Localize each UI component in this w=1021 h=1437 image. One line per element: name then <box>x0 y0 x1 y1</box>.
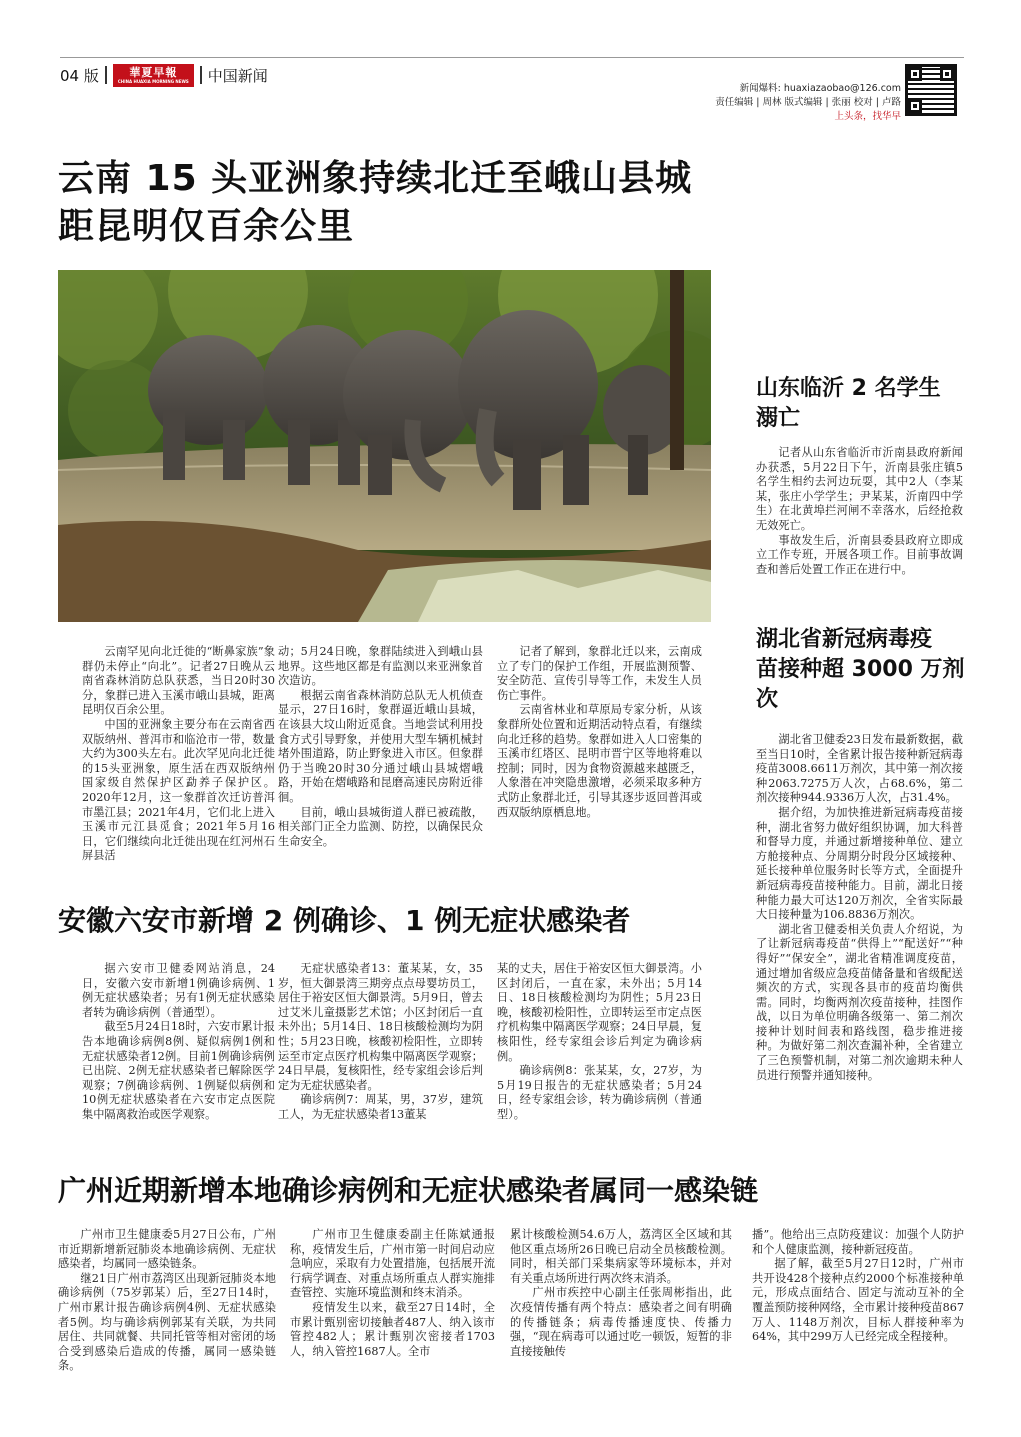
hubei-article: 湖北省卫健委23日发布最新数据，截至当日10时，全省累计报告接种新冠病毒疫苗3008.6611万剂次，其中第一剂次接种2063.7275万人次，占68.6%，第二剂次接种944.9336万人次，占31.4%。 据介绍，为加快推进新冠病毒疫苗接种，湖北省努力做好组织协调，加大科普和督导力度，并通过新增接种单位、建立方舱接种点、分周期分时段分区域接种、延长接种单位服务时长等方式，全面提升新冠病毒疫苗接种能力。目前，湖北日接种能力最大可达120万剂次，全省实际最大日接种量为106.8836万剂次。 湖北省卫健委相关负责人介绍说，为了让新冠病毒疫苗“供得上”“配送好”“种得好”“保安全”，湖北省精准调度疫苗，通过增加省级应急疫苗储备量和省级配送频次的方式，实现各县市的疫苗均衡供需。同时，均衡两剂次疫苗接种，挂图作战，以日为单位明确各级第一、第二剂次接种计划时间表和路线图，稳步推进接种。为做好第二剂次查漏补种，全省建立了三色预警机制，对第二剂次逾期未种人员进行预警并通知接种。 <box>756 733 963 1082</box>
guangzhou-article-col-2: 广州市卫生健康委副主任陈斌通报称，疫情发生后，广州市第一时间启动应急响应，采取有力处置措施，包括展开流行病学调查、对重点场所重点人群实施排查管控、实施环境监测和终末消杀。 疫情发生以来，截至27日14时，全市累计甄别密切接触者487人、纳入该市管控482人；累计甄别次密接者1703人，纳入管控1687人。全市 <box>290 1228 495 1358</box>
editor-credits: 责任编辑 | 周林 版式编辑 | 张丽 校对 | 卢路 <box>715 97 901 108</box>
guangzhou-article-col-3: 累计核酸检测54.6万人，荔湾区全区域和其他区重点场所26日晚已启动全员核酸检测。同时，相关部门采集病家等环境标本，并对有关重点场所进行两次终末消杀。 广州市疾控中心副主任张周彬指出，此次疫情传播有两个特点：感染者之间有明确的传播链条；病毒传播速度快、传播力强，“现在病毒可以通过吃一顿饭，短暂的非直接接触传 <box>510 1228 732 1358</box>
slogan: 上头条，找华早 <box>834 111 901 122</box>
header-rule <box>60 57 964 58</box>
guangzhou-article-col-4: 播”。他给出三点防疫建议：加强个人防护和个人健康监测，接种新冠疫苗。 据了解，截至5月27日12时，广州市共开设428个接种点约2000个标准接种单元，形成点面结合、固定与流动互补的全覆盖预防接种网络，全市累计接种疫苗867万人、1148万剂次，目标人群接种率为64%，其中299万人已经完成全程接种。 <box>752 1228 964 1344</box>
main-article-col-2: 动；5月24日晚，象群陆续进入到峨山县地界。这些地区都是有监测以来亚洲象首次造访。 根据云南省森林消防总队无人机侦查显示，27日16时，象群逼近峨山县城，在该县大坟山附近觅食。当地尝试利用投食方式引导野象，并使用大型车辆机械封堵外围道路，防止野象进入市区。但象群仍于当晚20时30分通过峨山县城熠峨路，开始在熠峨路和昆磨高速民房附近徘徊。 目前，峨山县城街道人群已被疏散，相关部门正全力监测、防控，以确保民众生命安全。 <box>278 645 483 848</box>
page-header <box>60 62 268 88</box>
header-divider <box>200 66 202 84</box>
shandong-headline: 山东临沂 2 名学生 溺亡 <box>756 376 941 431</box>
main-headline: 云南 15 头亚洲象持续北迁至峨山县城 距昆明仅百余公里 <box>58 158 693 247</box>
guangzhou-article-col-1: 广州市卫生健康委5月27日公布，广州市近期新增新冠肺炎本地确诊病例、无症状感染者，均属同一感染链条。 继21日广州市荔湾区出现新冠肺炎本地确诊病例（75岁郭某）后，至27日14时，广州市累计报告确诊病例4例、无症状感染者5例。均与确诊病例郭某有关联，为共同居住、共同就餐、共同托管等相对密闭的场合受到感染后造成的传播，属同一感染链条。 <box>58 1228 276 1373</box>
anhui-headline: 安徽六安市新增 2 例确诊、1 例无症状感染者 <box>58 904 631 937</box>
anhui-article-col-3: 某的丈夫，居住于裕安区恒大御景湾。小区封闭后，一直在家，未外出；5月14日、18日核酸检测均为阴性；5月23日晚，核酸初检阳性，立即转运至市定点医疗机构集中隔离医学观察；24日早晨，复核阳性，经专家组会诊后判定为确诊病例。 确诊病例8：张某某，女，27岁，为5月19日报告的无症状感染者；5月24日，经专家组会诊，转为确诊病例（普通型）。 <box>497 962 702 1121</box>
guangzhou-headline: 广州近期新增本地确诊病例和无症状感染者属同一感染链 <box>58 1174 759 1207</box>
main-article-col-1: 云南罕见向北迁徙的“断鼻家族”象群仍未停止“向北”。记者27日晚从云南省森林消防总队获悉，当日20时30分，象群已进入玉溪市峨山县城，距离昆明仅百余公里。 中国的亚洲象主要分布在云南省西双版纳州、普洱市和临沧市一带，数量大约为300头左右。此次罕见向北迁徙的15头亚洲象，原生活在西双版纳州国家级自然保护区勐养子保护区。2020年12月，这一象群首次迁访普洱市墨江县；2021年4月，它们北上进入玉溪市元江县觅食；2021年5月16日，它们继续向北迁徙出现在红河州石屏县活 <box>82 645 275 863</box>
page-number: 04 版 <box>60 66 99 85</box>
anhui-article-col-2: 无症状感染者13：董某某，女，35岁，恒大御景湾三期旁点点母婴坊员工，居住于裕安区恒大御景湾。5月9日，曾去过艾米儿童摄影艺术馆；小区封闭后一直未外出；5月14日、18日核酸检测均为阴性；5月23日晚，核酸初检阳性，立即转运至市定点医疗机构集中隔离医学观察；24日早晨，复核阳性，经专家组会诊后判定为无症状感染者。 确诊病例7：周某，男，37岁，建筑工人，为无症状感染者13董某 <box>278 962 483 1121</box>
main-article-col-3: 记者了解到，象群北迁以来，云南成立了专门的保护工作组，开展监测预警、安全防范、宣传引导等工作，未发生人员伤亡事件。 云南省林业和草原局专家分析，从该象群所处位置和近期活动特点看，有继续向北迁移的趋势。象群如进入人口密集的玉溪市红塔区、昆明市晋宁区等地将难以控制；同时，因为食物资源越来越匮乏，人象潜在冲突隐患激增，必须采取多种方式防止象群北迁，引导其逐步返回普洱或西双版纳原栖息地。 <box>497 645 702 819</box>
editor-info <box>715 82 901 124</box>
masthead-logo: 華夏早報 CHINA HUAXIA MORNING NEWS <box>113 64 194 87</box>
hubei-headline: 湖北省新冠病毒疫 苗接种超 3000 万剂 次 <box>756 627 965 712</box>
news-hotline: 新闻爆料: huaxiazaobao@126.com <box>739 83 901 94</box>
header-divider <box>105 66 107 84</box>
anhui-article-col-1: 据六安市卫健委网站消息，24日，安徽六安市新增1例确诊病例、1例无症状感染者；另有1例无症状感染者转为确诊病例（普通型）。 截至5月24日18时，六安市累计报告本地确诊病例8例、疑似病例1例和无症状感染者12例。目前1例确诊病例已出院、2例无症状感染者已解除医学观察；7例确诊病例、1例疑似病例和10例无症状感染者在六安市定点医院集中隔离救治或医学观察。 <box>82 962 275 1121</box>
shandong-article: 记者从山东省临沂市沂南县政府新闻办获悉，5月22日下午，沂南县张庄镇5名学生相约去河边玩耍，其中2人（李某某，张庄小学学生；尹某某，沂南四中学生）在北黄埠拦河闸不幸落水，后经抢救无效死亡。 事故发生后，沂南县委县政府立即成立工作专班，开展各项工作。目前事故调查和善后处置工作正在进行中。 <box>756 446 963 576</box>
elephants-photo <box>58 270 711 622</box>
section-name: 中国新闻 <box>207 66 268 85</box>
qr-code-icon <box>905 64 957 116</box>
